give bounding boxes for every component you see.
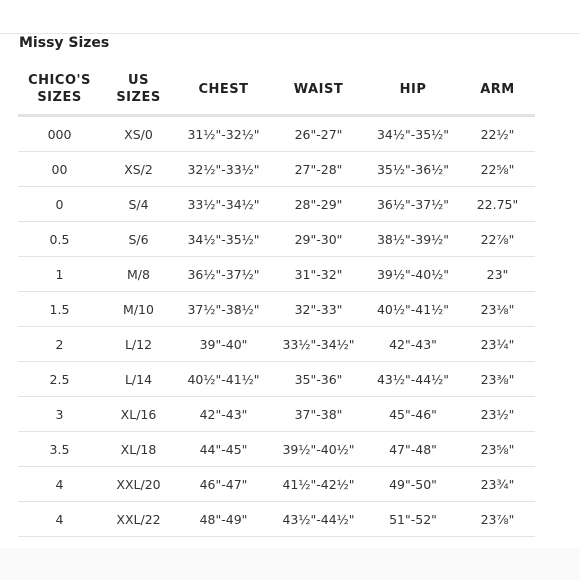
waist-cell: 28"-29" <box>271 187 366 222</box>
chicos-size-cell: 1.5 <box>18 292 101 327</box>
table-row <box>18 327 535 362</box>
chicos-size-cell: 3 <box>18 397 101 432</box>
us-size-cell: S/4 <box>101 187 176 222</box>
table-row <box>18 292 535 327</box>
waist-cell: 32"-33" <box>271 292 366 327</box>
chest-cell: 36½"-37½" <box>176 257 271 292</box>
chicos-size-cell: 3.5 <box>18 432 101 467</box>
table-body <box>18 116 535 537</box>
arm-cell: 23⅜" <box>460 362 535 397</box>
waist-cell: 35"-36" <box>271 362 366 397</box>
us-size-cell: XXL/22 <box>101 502 176 537</box>
chest-cell: 31½"-32½" <box>176 116 271 152</box>
table-row <box>18 152 535 187</box>
chest-cell: 42"-43" <box>176 397 271 432</box>
table-row <box>18 432 535 467</box>
waist-cell: 26"-27" <box>271 116 366 152</box>
chicos-size-cell: 00 <box>18 152 101 187</box>
table-row <box>18 397 535 432</box>
hip-cell: 36½"-37½" <box>366 187 460 222</box>
bottom-strip <box>0 548 580 580</box>
waist-cell: 33½"-34½" <box>271 327 366 362</box>
hip-cell: 49"-50" <box>366 467 460 502</box>
hip-cell: 51"-52" <box>366 502 460 537</box>
chicos-size-cell: 2 <box>18 327 101 362</box>
chicos-size-cell: 0 <box>18 187 101 222</box>
arm-cell: 22.75" <box>460 187 535 222</box>
column-header-us-sizes: US SIZES <box>116 73 161 105</box>
chest-cell: 37½"-38½" <box>176 292 271 327</box>
hip-cell: 38½"-39½" <box>366 222 460 257</box>
hip-cell: 40½"-41½" <box>366 292 460 327</box>
chest-cell: 34½"-35½" <box>176 222 271 257</box>
waist-cell: 27"-28" <box>271 152 366 187</box>
chicos-size-cell: 4 <box>18 502 101 537</box>
waist-cell: 39½"-40½" <box>271 432 366 467</box>
chicos-size-cell: 4 <box>18 467 101 502</box>
hip-cell: 45"-46" <box>366 397 460 432</box>
table-row <box>18 187 535 222</box>
column-header-chest: CHEST <box>198 81 249 97</box>
us-size-cell: M/10 <box>101 292 176 327</box>
table-row <box>18 502 535 537</box>
us-size-cell: XS/2 <box>101 152 176 187</box>
table-row <box>18 362 535 397</box>
arm-cell: 23½" <box>460 397 535 432</box>
chest-cell: 39"-40" <box>176 327 271 362</box>
waist-cell: 37"-38" <box>271 397 366 432</box>
hip-cell: 42"-43" <box>366 327 460 362</box>
waist-cell: 31"-32" <box>271 257 366 292</box>
column-header-arm: ARM <box>480 81 515 97</box>
us-size-cell: M/8 <box>101 257 176 292</box>
arm-cell: 23" <box>460 257 535 292</box>
chicos-size-cell: 000 <box>18 116 101 152</box>
arm-cell: 23⅝" <box>460 432 535 467</box>
table-header <box>18 64 535 116</box>
chicos-size-cell: 1 <box>18 257 101 292</box>
us-size-cell: L/14 <box>101 362 176 397</box>
arm-cell: 22½" <box>460 116 535 152</box>
us-size-cell: XS/0 <box>101 116 176 152</box>
arm-cell: 22⅝" <box>460 152 535 187</box>
column-header-waist: WAIST <box>293 81 344 97</box>
us-size-cell: L/12 <box>101 327 176 362</box>
us-size-cell: XXL/20 <box>101 467 176 502</box>
chest-cell: 40½"-41½" <box>176 362 271 397</box>
arm-cell: 23⅛" <box>460 292 535 327</box>
size-chart-table <box>18 64 535 537</box>
chest-cell: 32½"-33½" <box>176 152 271 187</box>
table-row <box>18 257 535 292</box>
column-header-hip: HIP <box>399 81 427 97</box>
arm-cell: 23⅞" <box>460 502 535 537</box>
top-divider <box>0 33 580 34</box>
hip-cell: 34½"-35½" <box>366 116 460 152</box>
us-size-cell: XL/18 <box>101 432 176 467</box>
us-size-cell: S/6 <box>101 222 176 257</box>
hip-cell: 47"-48" <box>366 432 460 467</box>
hip-cell: 35½"-36½" <box>366 152 460 187</box>
table-row <box>18 467 535 502</box>
waist-cell: 41½"-42½" <box>271 467 366 502</box>
arm-cell: 23¼" <box>460 327 535 362</box>
us-size-cell: XL/16 <box>101 397 176 432</box>
chest-cell: 33½"-34½" <box>176 187 271 222</box>
arm-cell: 22⅞" <box>460 222 535 257</box>
header-row <box>18 64 535 116</box>
hip-cell: 43½"-44½" <box>366 362 460 397</box>
table-row <box>18 222 535 257</box>
chest-cell: 48"-49" <box>176 502 271 537</box>
arm-cell: 23¾" <box>460 467 535 502</box>
chest-cell: 44"-45" <box>176 432 271 467</box>
chest-cell: 46"-47" <box>176 467 271 502</box>
hip-cell: 39½"-40½" <box>366 257 460 292</box>
column-header-chicos-sizes: CHICO'S SIZES <box>28 73 91 105</box>
waist-cell: 29"-30" <box>271 222 366 257</box>
chicos-size-cell: 0.5 <box>18 222 101 257</box>
table-row <box>18 116 535 152</box>
section-title: Missy Sizes <box>19 35 110 51</box>
waist-cell: 43½"-44½" <box>271 502 366 537</box>
chicos-size-cell: 2.5 <box>18 362 101 397</box>
